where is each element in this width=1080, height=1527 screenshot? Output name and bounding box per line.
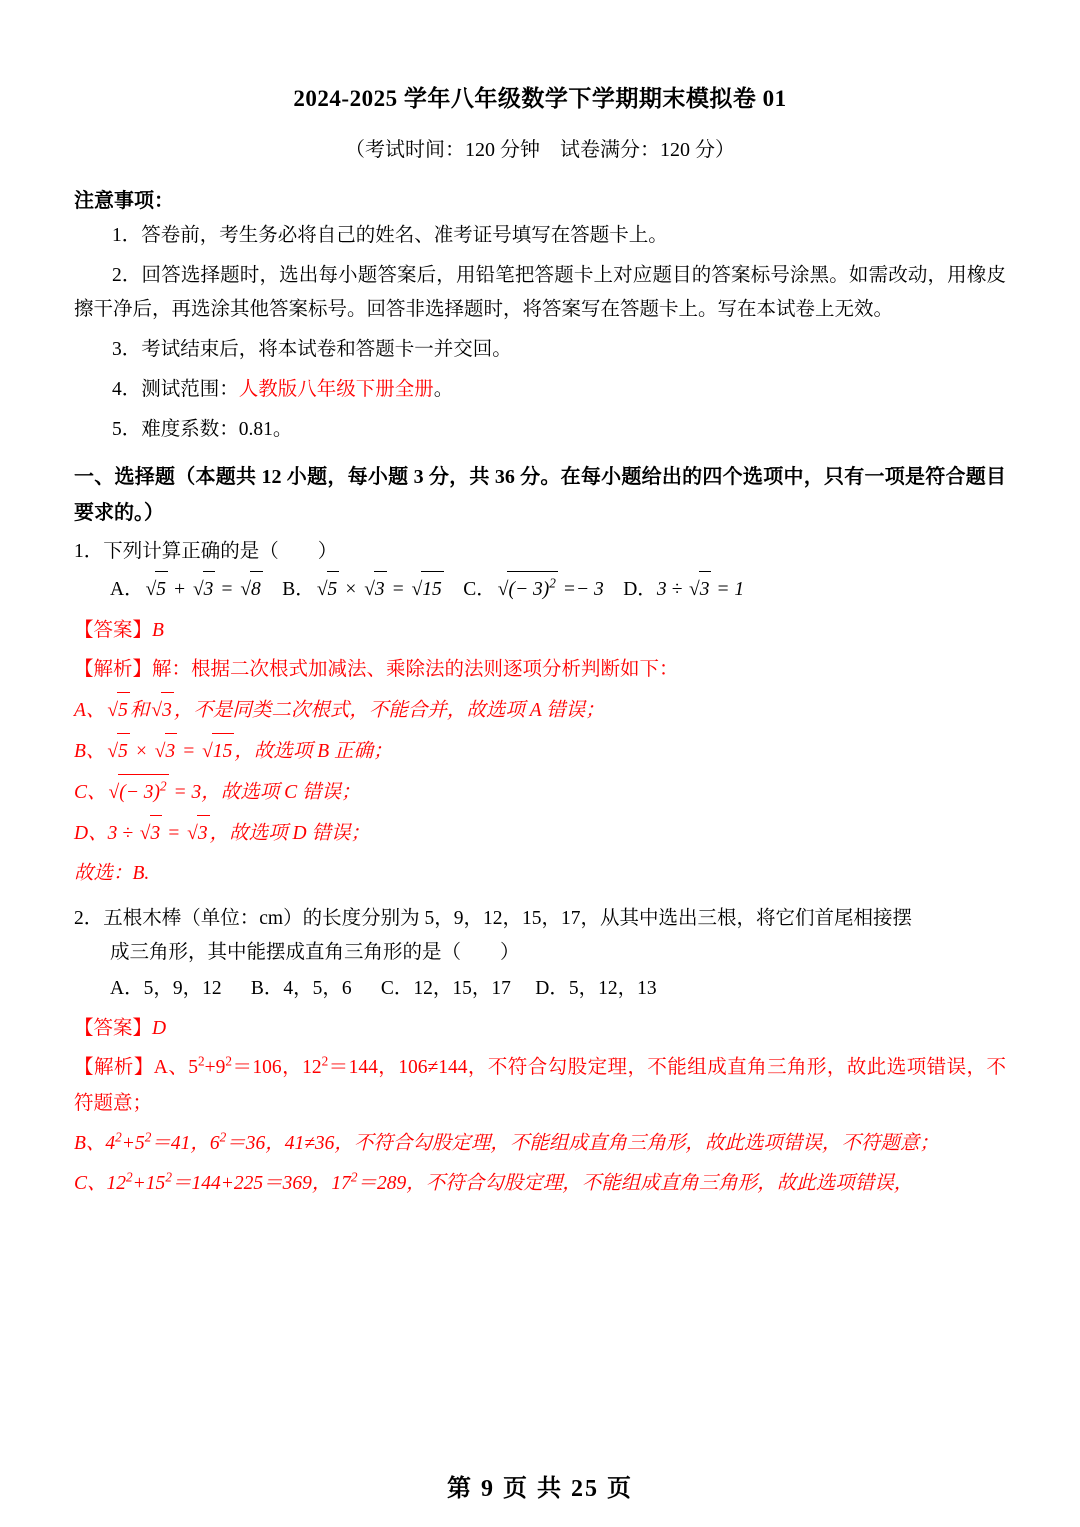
page-title: 2024-2025 学年八年级数学下学期期末模拟卷 01 xyxy=(293,86,787,111)
option-c: C． √(− 3)$^2$ =− 3 xyxy=(463,579,608,600)
exam-info-line: （考试时间：120 分钟 试卷满分：120 分） xyxy=(345,139,735,161)
question-2-solution-line-c: C、$12^2+15^2=144+225=369$，$17^2=289$，不符合勾股定理，不能组成直角三角形，故此选项错误， xyxy=(74,1169,914,1194)
question-2-options xyxy=(74,972,1006,1006)
question-1-solution-line-d: D、3 ÷ √3 = √3 ，故选项 D 错误； xyxy=(74,815,1006,852)
notice-item-1: 1．答卷前，考生务必将自己的姓名、准考证号填写在答题卡上。 xyxy=(112,225,668,246)
notice-item-4-range: 人教版八年级下册全册 xyxy=(238,379,434,400)
notice-item-2: 2．回答选择题时，选出每小题答案后，用铅笔把答题卡上对应题目的答案标号涂黑。如需改动，用橡皮擦干净后，再选涂其他答案标号。回答非选择题时，将答案写在答题卡上。写在本试卷上无效。 xyxy=(74,265,1006,320)
notice-item-5: 5．难度系数：0.81。 xyxy=(112,419,293,440)
question-2-text-1: 五根木棒（单位：cm）的长度分别为 5，9，12，15，17，从其中选出三根，将它们首尾相接摆 xyxy=(103,908,912,929)
notice-item-4 xyxy=(74,373,1006,407)
question-2-stem-line-1 xyxy=(74,902,1006,936)
question-1-text: 下列计算正确的是（ ） xyxy=(103,541,338,562)
option-c: C．12，15，17 xyxy=(380,978,511,999)
option-b: B． √5 × √3 = √15 xyxy=(282,579,448,600)
question-2-answer xyxy=(74,1012,1006,1046)
notice-item-4-prefix: 4．测试范围： xyxy=(112,379,239,400)
option-a: A．5，9，12 xyxy=(110,978,222,999)
option-a: A． √5 + √3 = √8 xyxy=(110,579,268,600)
question-1-solution-line-c: C、 √(− 3)$^2$ = 3，故选项 C 错误； xyxy=(74,774,1006,811)
question-1-solution-lead xyxy=(74,652,1006,688)
question-1-solution-line-a: A、 √5 和 √3 ，不是同类二次根式，不能合并，故选项 A 错误； xyxy=(74,692,1006,729)
question-2-solution-line-b: B、$4^2+5^2=41$，$6^2=36$，41≠36，不符合勾股定理，不能组成直角三角形，故此选项错误，不符题意； xyxy=(74,1129,939,1154)
question-2-stem-line-2: 成三角形，其中能摆成直角三角形的是（ ） xyxy=(110,942,520,963)
question-1-solution-conclusion: 故选：B. xyxy=(74,863,150,884)
question-1-options xyxy=(74,571,1006,608)
answer-value: D xyxy=(152,1018,167,1039)
option-b: B．4，5，6 xyxy=(250,978,352,999)
question-1-answer xyxy=(74,614,1006,648)
option-d: D．5，12，13 xyxy=(535,978,657,999)
option-d: D．3 ÷ √3 = 1 xyxy=(623,579,744,600)
answer-label: 【答案】 xyxy=(74,1018,153,1039)
solution-lead-text: 解：根据二次根式加减法、乘除法的法则逐项分析判断如下： xyxy=(152,659,679,680)
question-1-solution-line-b: B、 √5 × √3 = √15 ，故选项 B 正确； xyxy=(74,733,1006,770)
notice-item-4-suffix: 。 xyxy=(433,379,454,400)
question-1-stem xyxy=(74,535,1006,569)
question-2-solution-line-a: 【解析】A、$5^2+9^2=106$，$12^2=144$，106≠144，不符合勾股定理，不能组成直角三角形，故此选项错误，不符题意； xyxy=(74,1053,1006,1114)
notice-heading: 注意事项： xyxy=(74,190,174,212)
page-footer: 第 9 页 共 25 页 xyxy=(447,1476,633,1502)
solution-label: 【解析】 xyxy=(74,1057,154,1078)
answer-value: B xyxy=(152,620,164,641)
section-heading-choice: 一、选择题（本题共 12 小题，每小题 3 分，共 36 分。在每小题给出的四个选项中，只有一项是符合题目要求的。） xyxy=(74,466,1006,524)
answer-label: 【答案】 xyxy=(74,620,153,641)
question-2-number: 2． xyxy=(74,908,104,929)
notice-item-3: 3．考试结束后，将本试卷和答题卡一并交回。 xyxy=(112,339,512,360)
question-1-number: 1． xyxy=(74,541,104,562)
solution-label: 【解析】 xyxy=(74,659,153,680)
